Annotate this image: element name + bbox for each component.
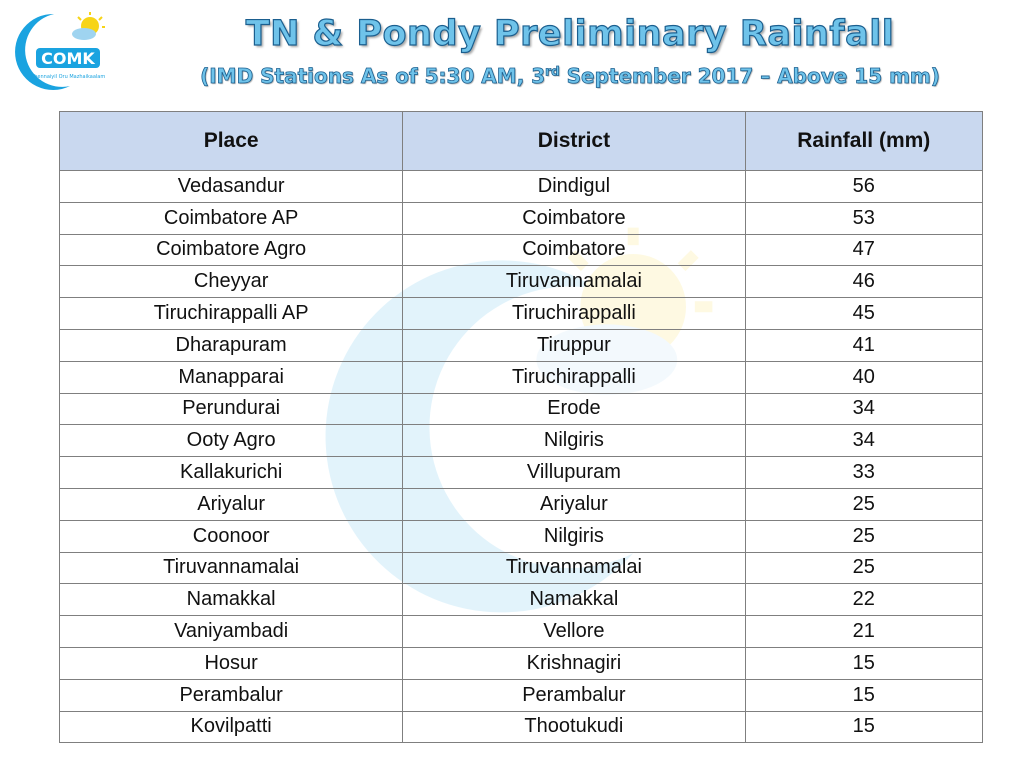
table-row bbox=[60, 552, 983, 584]
cell-place: Perambalur bbox=[60, 679, 403, 711]
table-row bbox=[60, 234, 983, 266]
table-row bbox=[60, 393, 983, 425]
cell-district: Tiruvannamalai bbox=[403, 552, 745, 584]
cell-district: Krishnagiri bbox=[403, 647, 745, 679]
page-title: TN & Pondy Preliminary Rainfall bbox=[245, 14, 895, 54]
cell-rainfall: 15 bbox=[745, 647, 982, 679]
cell-rainfall: 22 bbox=[745, 584, 982, 616]
cell-district: Tiruvannamalai bbox=[403, 266, 745, 298]
cell-place: Manapparai bbox=[60, 361, 403, 393]
logo-brand-text: COMK bbox=[41, 49, 95, 68]
cell-place: Vedasandur bbox=[60, 171, 403, 203]
cell-district: Namakkal bbox=[403, 584, 745, 616]
cell-rainfall: 40 bbox=[745, 361, 982, 393]
cell-place: Dharapuram bbox=[60, 329, 403, 361]
cell-rainfall: 25 bbox=[745, 488, 982, 520]
column-header-rainfall: Rainfall (mm) bbox=[745, 112, 982, 171]
table-row bbox=[60, 488, 983, 520]
cell-place: Ariyalur bbox=[60, 488, 403, 520]
table-row bbox=[60, 361, 983, 393]
cell-place: Vaniyambadi bbox=[60, 616, 403, 648]
logo-tagline-text: Chennaiyil Oru Mazhaikaalam bbox=[30, 74, 106, 80]
rainfall-table bbox=[59, 111, 983, 743]
table-row bbox=[60, 457, 983, 489]
cell-place: Kallakurichi bbox=[60, 457, 403, 489]
cell-rainfall: 15 bbox=[745, 711, 982, 743]
cell-rainfall: 56 bbox=[745, 171, 982, 203]
cell-place: Hosur bbox=[60, 647, 403, 679]
cell-place: Kovilpatti bbox=[60, 711, 403, 743]
cell-district: Erode bbox=[403, 393, 745, 425]
subtitle-main: (IMD Stations As of 5:30 AM, 3 bbox=[200, 64, 546, 88]
table-row bbox=[60, 647, 983, 679]
cell-rainfall: 25 bbox=[745, 552, 982, 584]
cell-district: Coimbatore bbox=[403, 234, 745, 266]
subtitle-rest: September 2017 – Above 15 mm) bbox=[559, 64, 940, 88]
table-row bbox=[60, 584, 983, 616]
cell-place: Ooty Agro bbox=[60, 425, 403, 457]
table-row bbox=[60, 425, 983, 457]
cell-district: Tiruppur bbox=[403, 329, 745, 361]
cell-place: Cheyyar bbox=[60, 266, 403, 298]
table-row bbox=[60, 520, 983, 552]
cell-district: Villupuram bbox=[403, 457, 745, 489]
cell-place: Perundurai bbox=[60, 393, 403, 425]
cell-district: Tiruchirappalli bbox=[403, 361, 745, 393]
cell-district: Thootukudi bbox=[403, 711, 745, 743]
cell-district: Coimbatore bbox=[403, 202, 745, 234]
table-row bbox=[60, 679, 983, 711]
page-subtitle bbox=[120, 64, 1020, 88]
cell-place: Tiruvannamalai bbox=[60, 552, 403, 584]
subtitle-ordinal: rd bbox=[545, 64, 560, 79]
cell-district: Perambalur bbox=[403, 679, 745, 711]
cell-rainfall: 34 bbox=[745, 425, 982, 457]
cell-place: Namakkal bbox=[60, 584, 403, 616]
table-row bbox=[60, 171, 983, 203]
cell-district: Vellore bbox=[403, 616, 745, 648]
cell-rainfall: 46 bbox=[745, 266, 982, 298]
table-header-row bbox=[60, 112, 983, 171]
table-row bbox=[60, 266, 983, 298]
cell-rainfall: 45 bbox=[745, 298, 982, 330]
cell-rainfall: 21 bbox=[745, 616, 982, 648]
cell-district: Tiruchirappalli bbox=[403, 298, 745, 330]
cell-place: Coimbatore Agro bbox=[60, 234, 403, 266]
table-row bbox=[60, 298, 983, 330]
cell-place: Coonoor bbox=[60, 520, 403, 552]
comk-logo bbox=[10, 8, 110, 92]
table-row bbox=[60, 616, 983, 648]
cell-rainfall: 47 bbox=[745, 234, 982, 266]
cell-place: Tiruchirappalli AP bbox=[60, 298, 403, 330]
cell-district: Ariyalur bbox=[403, 488, 745, 520]
cell-district: Dindigul bbox=[403, 171, 745, 203]
column-header-place: Place bbox=[60, 112, 403, 171]
table-row bbox=[60, 202, 983, 234]
cell-district: Nilgiris bbox=[403, 425, 745, 457]
column-header-district: District bbox=[403, 112, 745, 171]
cell-rainfall: 34 bbox=[745, 393, 982, 425]
cell-district: Nilgiris bbox=[403, 520, 745, 552]
table-row bbox=[60, 711, 983, 743]
cell-rainfall: 33 bbox=[745, 457, 982, 489]
cell-place: Coimbatore AP bbox=[60, 202, 403, 234]
cell-rainfall: 41 bbox=[745, 329, 982, 361]
cell-rainfall: 15 bbox=[745, 679, 982, 711]
cell-rainfall: 25 bbox=[745, 520, 982, 552]
cell-rainfall: 53 bbox=[745, 202, 982, 234]
table-row bbox=[60, 329, 983, 361]
